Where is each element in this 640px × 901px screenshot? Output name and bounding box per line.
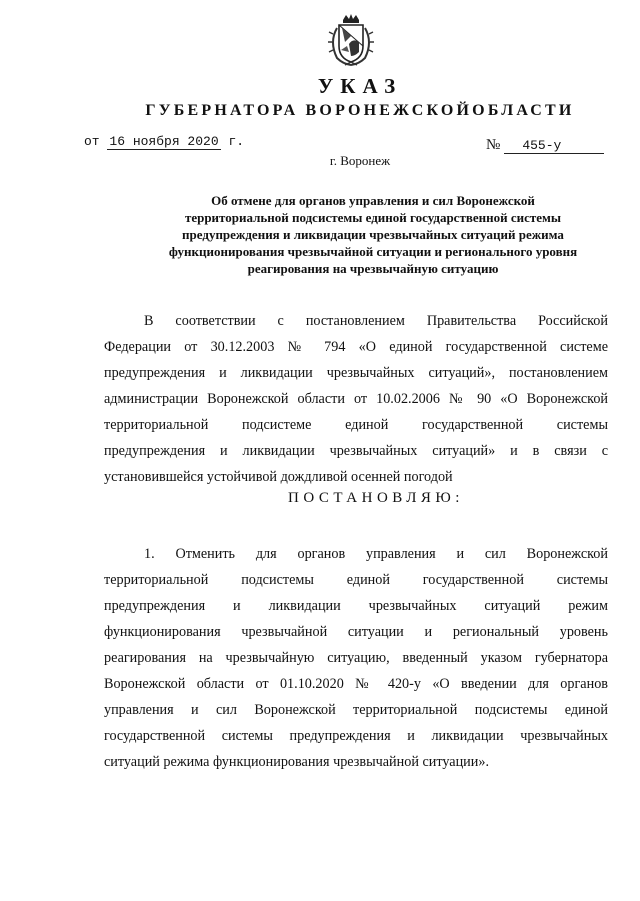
preamble-line: администрации Воронежской области от 10.02.2006 № 90 «О Воронежской [104, 391, 608, 407]
date-value: 16 ноября 2020 [109, 134, 219, 149]
item-line: управления и сил Воронежской территориальной подсистемы единой [104, 702, 608, 718]
number-value: 455-у [504, 138, 604, 154]
preamble-line: территориальной подсистеме единой государственной системы [104, 417, 608, 433]
subject-line: Об отмене для органов управления и сил Воронежской [211, 193, 535, 208]
issue-city: г. Воронеж [329, 153, 391, 168]
item-line: реагирования на чрезвычайную ситуацию, введенный указом губернатора [104, 650, 608, 666]
document-type-title: УКАЗ [317, 74, 403, 98]
item-line: Воронежской области от 01.10.2020 № 420-у «О введении для органов [104, 676, 608, 692]
preamble-line: Федерации от 30.12.2003 № 794 «О единой государственной системе [104, 339, 608, 355]
decree-heading: ПОСТАНОВЛЯЮ: [288, 490, 464, 506]
item-line: 1. Отменить для органов управления и сил Воронежской [144, 546, 608, 562]
item-line: территориальной подсистемы единой государственной системы [104, 572, 608, 588]
subject-line: функционирования чрезвычайной ситуации и регионального уровня [168, 244, 578, 259]
document-issuer: ГУБЕРНАТОРА ВОРОНЕЖСКОЙОБЛАСТИ [145, 102, 575, 119]
subject-line: предупреждения и ликвидации чрезвычайных ситуаций режима [182, 227, 564, 242]
date-suffix: г. [228, 134, 245, 149]
subject-line: территориальной подсистемы единой государственной системы [184, 210, 562, 225]
item-line: государственной системы предупреждения и ликвидации чрезвычайных [104, 728, 608, 744]
item-line: предупреждения и ликвидации чрезвычайных ситуаций режим [104, 598, 608, 614]
preamble-line: предупреждения и ликвидации чрезвычайных ситуаций» и в связи с [104, 443, 608, 459]
date-prefix: от [84, 134, 100, 149]
preamble-line: установившейся устойчивой дождливой осенней погодой [104, 469, 453, 485]
item-line: функционирования чрезвычайной ситуации и региональный уровень [104, 624, 608, 640]
document-number [486, 137, 604, 154]
subject-line: реагирования на чрезвычайную ситуацию [247, 261, 499, 276]
item-line: ситуаций режима функционирования чрезвычайной ситуации». [104, 754, 489, 770]
document-subject [118, 192, 628, 277]
document-date [84, 134, 244, 150]
preamble-line: В соответствии с постановлением Правительства Российской [144, 313, 608, 329]
voronezh-coat-of-arms-icon [325, 12, 377, 68]
number-sign: № [486, 137, 501, 153]
preamble-line: предупреждения и ликвидации чрезвычайных ситуаций», постановлением [104, 365, 608, 381]
